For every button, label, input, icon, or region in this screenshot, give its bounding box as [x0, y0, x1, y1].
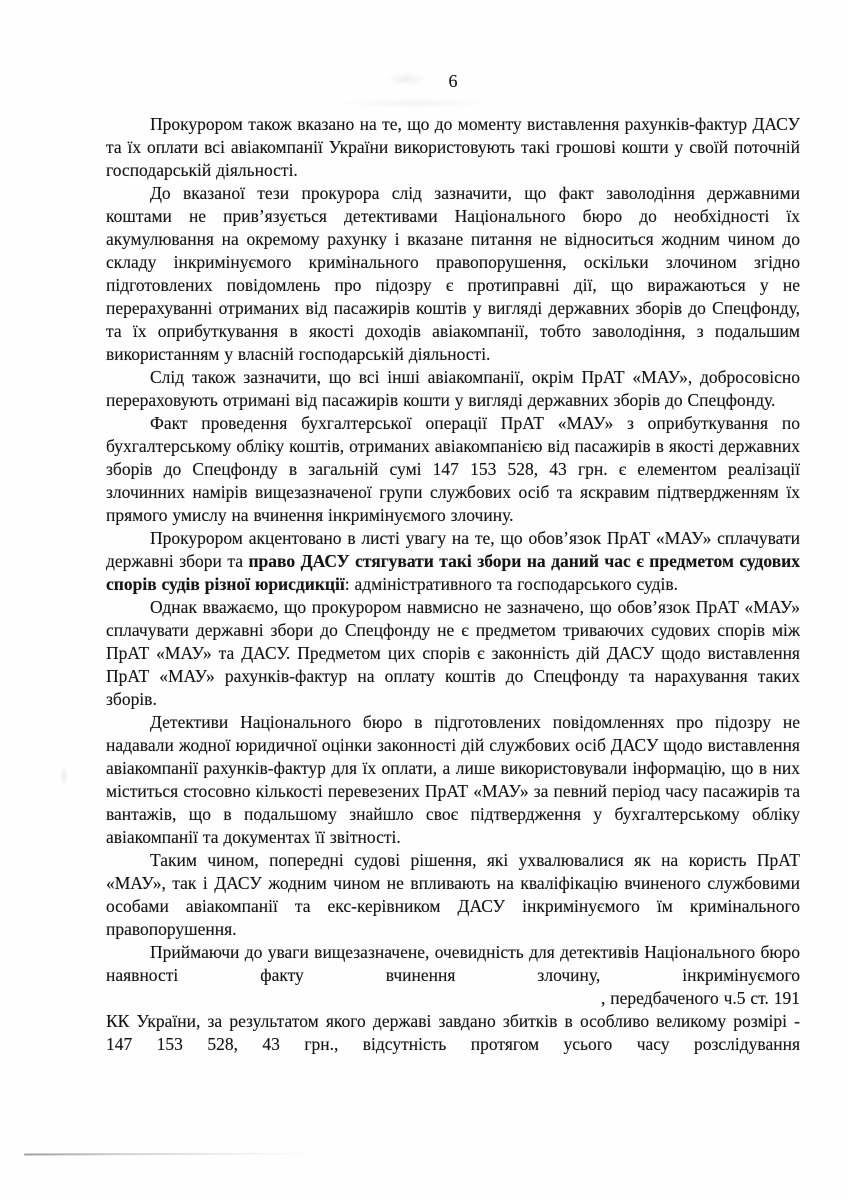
paragraph-9-redacted-line	[106, 987, 800, 1010]
scan-artifact-line	[24, 1152, 316, 1155]
paragraph-3: Слід також зазначити, що всі інші авіакомпанії, окрім ПрАТ «МАУ», добросовісно перераховують отримані від пасажирів кошти у вигляді державних зборів до Спецфонду.	[106, 367, 800, 410]
paragraph-1: Прокурором також вказано на те, що до моменту виставлення рахунків-фактур ДАСУ та їх оплати всі авіакомпанії України використовують такі грошові кошти у своїй поточній господарській діяльності.	[106, 114, 800, 180]
paragraph-4: Факт проведення бухгалтерської операції ПрАТ «МАУ» з оприбуткування по бухгалтерському обліку коштів, отриманих авіакомпанією від пасажирів в якості державних зборів до Спецфонду в загальній сумі 147 153 528, 43 грн. є елементом реалізації злочинних намірів вищезазначеної групи службових осіб та яскравим підтвердженням їх прямого умислу на вчинення інкримінуємого злочину.	[106, 413, 800, 525]
paragraph-7: Детективи Національного бюро в підготовлених повідомленнях про підозру не надавали жодної юридичної оцінки законності дій службових осіб ДАСУ щодо виставлення авіакомпанії рахунків-фактур для їх оплати, а лише використовували інформацію, що в них міститься стосовно кількості перевезених ПрАТ «МАУ» за певний період часу пасажирів та вантажів, що в подальшому знайшло своє підтвердження у бухгалтерському обліку авіакомпанії та документах її звітності.	[106, 712, 800, 847]
paragraph-5	[106, 527, 800, 596]
paragraph-5-post: : адміністративного та господарського судів.	[344, 574, 679, 594]
paragraph-2: До вказаної тези прокурора слід зазначити, що факт заволодіння державними коштами не прив’язується детективами Національного бюро до необхідності їх акумулювання на окремому рахунку і вказане питання не відноситься жодним чином до складу інкримінуємого кримінального правопорушення, оскільки злочином згідно підготовлених повідомлень про підозру є протиправні дії, що виражаються у не перерахуванні отриманих від пасажирів коштів у вигляді державних зборів до Спецфонду, та їх оприбуткування в якості доходів авіакомпанії, тобто заволодіння, з подальшим використанням у власній господарській діяльності.	[106, 183, 800, 364]
paragraph-9-suffix: , передбаченого ч.5 ст. 191	[601, 988, 800, 1008]
paragraph-5-pre: Прокурором акцентовано в листі увагу на те, що обов’язок ПрАТ «МАУ» сплачувати державні збори та	[106, 528, 800, 571]
document-body	[106, 70, 800, 1056]
paragraph-6: Однак вважаємо, що прокурором навмисно не зазначено, що обов’язок ПрАТ «МАУ» сплачувати державні збори до Спецфонду не є предметом триваючих судових спорів між ПрАТ «МАУ» та ДАСУ. Предметом цих спорів є законність дій ДАСУ щодо виставлення ПрАТ «МАУ» рахунків-фактур на оплату коштів до Спецфонду та нарахування таких зборів.	[106, 597, 800, 709]
paragraph-9-closing: КК України, за результатом якого державі завдано збитків в особливо великому розмірі - 147 153 528, 43 грн., відсутність протягом усього часу розслідування	[106, 1011, 800, 1054]
paragraph-8: Таким чином, попередні судові рішення, які ухвалювалися як на користь ПрАТ «МАУ», так і ДАСУ жодним чином не впливають на кваліфікацію вчиненого службовими особами авіакомпанії та екс-керівником ДАСУ інкримінуємого їм кримінального правопорушення.	[106, 850, 800, 939]
paragraph-9	[106, 941, 800, 1056]
paragraph-9-opening: Приймаючи до уваги вищезазначене, очевидність для детективів Національного бюро наявності факту вчинення злочину, інкримінуємого	[106, 942, 800, 985]
scan-smudge	[340, 98, 490, 108]
scan-smudge	[386, 72, 428, 86]
page-number: 6	[448, 71, 458, 91]
redaction-gap	[181, 1003, 601, 1004]
paragraph-5-bold-emphasis: право ДАСУ стягувати такі збори на даний час є предметом судових спорів судів різної юрисдикції	[106, 551, 800, 594]
scan-smudge	[60, 766, 68, 788]
